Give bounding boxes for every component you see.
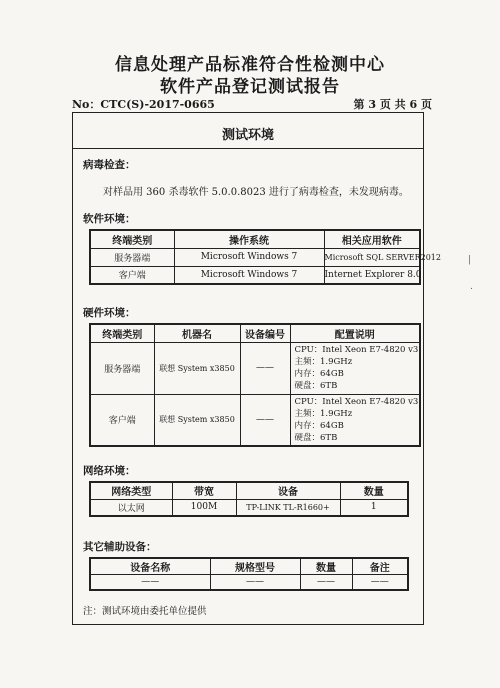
config-line: CPU：Intel Xeon E7-4820 v3 bbox=[294, 396, 419, 407]
table-cell: —— bbox=[240, 342, 290, 394]
config-line: 主频：1.9GHz bbox=[294, 357, 353, 367]
column-header: 设备 bbox=[236, 482, 340, 499]
software-heading: 软件环境： bbox=[83, 213, 136, 225]
table-cell: Internet Explorer 8.0 bbox=[324, 266, 420, 284]
config-line: 主频：1.9GHz bbox=[294, 408, 353, 419]
table-cell: 1 bbox=[340, 499, 408, 516]
auxiliary-heading: 其它辅助设备： bbox=[83, 541, 157, 553]
section-title: 测试环境 bbox=[221, 128, 274, 143]
column-header: 终端类别 bbox=[90, 230, 174, 248]
config-cell bbox=[290, 394, 420, 446]
software-table bbox=[89, 229, 441, 285]
table-cell: 以太网 bbox=[90, 499, 172, 516]
column-header: 设备编号 bbox=[240, 324, 290, 342]
title-divider bbox=[73, 148, 423, 149]
table-row bbox=[90, 499, 408, 516]
table-header-row bbox=[90, 324, 420, 342]
network-table bbox=[89, 481, 409, 517]
auxiliary-table bbox=[89, 557, 409, 591]
table-cell: —— bbox=[352, 575, 408, 590]
table-row bbox=[90, 248, 420, 266]
config-line: 硬盘：6TB bbox=[294, 432, 338, 443]
table-header-row bbox=[90, 230, 420, 248]
table-cell: 100M bbox=[172, 499, 236, 516]
column-header: 规格型号 bbox=[210, 558, 300, 575]
table-cell: —— bbox=[300, 575, 352, 590]
page-number: 第 3 页 共 6 页 bbox=[353, 98, 432, 111]
config-line: 内存：64GB bbox=[294, 369, 344, 379]
hardware-table bbox=[89, 323, 421, 447]
column-header: 带宽 bbox=[172, 482, 236, 499]
config-line: CPU：Intel Xeon E7-4820 v3 bbox=[294, 345, 419, 355]
column-header: 数量 bbox=[340, 482, 408, 499]
table-cell: —— bbox=[210, 575, 300, 590]
report-title-line1: 信息处理产品标准符合性检测中心 bbox=[115, 55, 385, 75]
footnote: 注：测试环境由委托单位提供 bbox=[83, 606, 207, 617]
table-cell: —— bbox=[90, 575, 210, 590]
report-number: No：CTC(S)-2017-0665 bbox=[72, 98, 215, 111]
column-header: 设备名称 bbox=[90, 558, 210, 575]
config-line: 硬盘：6TB bbox=[294, 381, 338, 391]
table-cell: 联想 System x3850 bbox=[154, 394, 240, 446]
table-row bbox=[90, 266, 420, 284]
table-row bbox=[90, 394, 420, 446]
table-cell: Microsoft SQL SERVER2012 bbox=[324, 248, 420, 266]
config-line: 内存：64GB bbox=[294, 420, 344, 431]
table-cell: 客户端 bbox=[90, 266, 174, 284]
column-header: 相关应用软件 bbox=[324, 230, 420, 248]
column-header: 备注 bbox=[352, 558, 408, 575]
column-header: 配置说明 bbox=[290, 324, 420, 342]
table-row bbox=[90, 342, 420, 394]
test-environment-frame bbox=[72, 112, 441, 625]
table-cell: 服务器端 bbox=[90, 248, 174, 266]
column-header: 数量 bbox=[300, 558, 352, 575]
column-header: 网络类型 bbox=[90, 482, 172, 499]
table-cell: Microsoft Windows 7 bbox=[174, 266, 324, 284]
table-row bbox=[90, 575, 408, 590]
virus-heading: 病毒检查： bbox=[83, 159, 136, 171]
column-header: 操作系统 bbox=[174, 230, 324, 248]
column-header: 终端类别 bbox=[90, 324, 154, 342]
table-header-row bbox=[90, 558, 408, 575]
table-cell: Microsoft Windows 7 bbox=[174, 248, 324, 266]
table-cell: —— bbox=[240, 394, 290, 446]
virus-text: 对样品用 360 杀毒软件 5.0.0.8023 进行了病毒检查，未发现病毒。 bbox=[103, 187, 409, 198]
table-cell: 客户端 bbox=[90, 394, 154, 446]
config-cell bbox=[290, 342, 420, 394]
seal-edge-mark: . bbox=[470, 282, 473, 292]
seal-edge-mark: | bbox=[468, 255, 472, 265]
table-cell: 服务器端 bbox=[90, 342, 154, 394]
hardware-heading: 硬件环境： bbox=[83, 307, 136, 319]
column-header: 机器名 bbox=[154, 324, 240, 342]
table-header-row bbox=[90, 482, 408, 499]
table-cell: TP-LINK TL-R1660+ bbox=[236, 499, 340, 516]
network-heading: 网络环境： bbox=[83, 465, 136, 477]
report-title-line2: 软件产品登记测试报告 bbox=[160, 77, 340, 97]
table-cell: 联想 System x3850 bbox=[154, 342, 240, 394]
